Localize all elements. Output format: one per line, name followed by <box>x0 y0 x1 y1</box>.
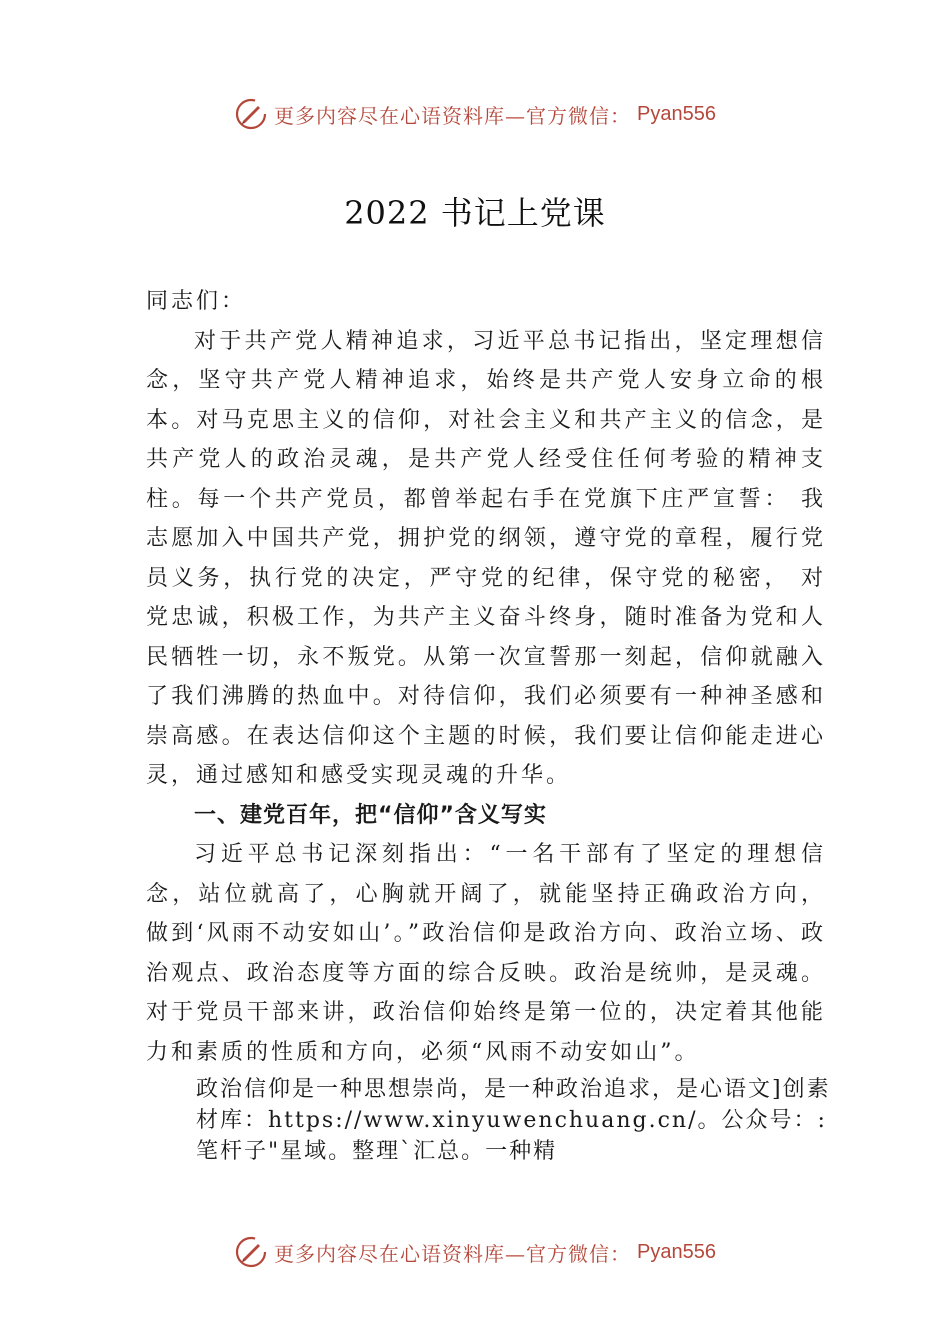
salutation: 同志们： <box>146 289 247 314</box>
section-heading: 一、建党百年，把“信仰”含义写实 <box>194 802 547 828</box>
page-title: 2022 书记上党课 <box>344 194 606 232</box>
footer-banner <box>0 1232 950 1272</box>
paragraph: 政治信仰是一种思想崇尚，是一种政治追求，是心语文]创素材库：https://www.xinyuwenchuang.cn/。公众号：:笔杆子"星域。整理`汇总。一种精 <box>196 1077 831 1164</box>
header-banner <box>0 94 950 134</box>
banner-wechat-id: Pyan556 <box>637 1240 716 1263</box>
logo-icon <box>234 97 268 131</box>
document-body <box>146 282 831 1167</box>
logo-icon <box>234 1235 268 1269</box>
paragraph: 对于共产党人精神追求，习近平总书记指出，坚定理想信念，坚守共产党人精神追求，始终是共产党人安身立命的根本。对马克思主义的信仰，对社会主义和共产主义的信念，是共产党人的政治灵魂，是共产党人经受住任何考验的精神支柱。每一个共产党员，都曾举起右手在党旗下庄严宣誓： 我志愿加入中国共产党，拥护党的纲领，遵守党的章程，履行党员义务，执行党的决定，严守党的纪律，保守党的秘密， 对党忠诚，积极工作，为共产主义奋斗终身，随时准备为党和人民牺牲一切，永不叛党。从第一次宣誓那一刻起，信仰就融入了我们沸腾的热血中。对待信仰，我们必须要有一种神圣感和崇高感。在表达信仰这个主题的时候，我们要让信仰能走进心灵，通过感知和感受实现灵魂的升华。 <box>146 328 826 788</box>
banner-text: 更多内容尽在心语资料库—官方微信： <box>274 103 632 128</box>
banner-wechat-id: Pyan556 <box>637 102 716 125</box>
banner-text: 更多内容尽在心语资料库—官方微信： <box>274 1241 632 1266</box>
paragraph: 习近平总书记深刻指出：“一名干部有了坚定的理想信念，站位就高了，心胸就开阔了，就能坚持正确政治方向， 做到‘风雨不动安如山’。”政治信仰是政治方向、政治立场、政治观点、政治态度等方面的综合反映。政治是统帅，是灵魂。对于党员干部来讲，政治信仰始终是第一位的，决定着其他能力和素质的性质和方向，必须“风雨不动安如山”。 <box>146 842 826 1065</box>
